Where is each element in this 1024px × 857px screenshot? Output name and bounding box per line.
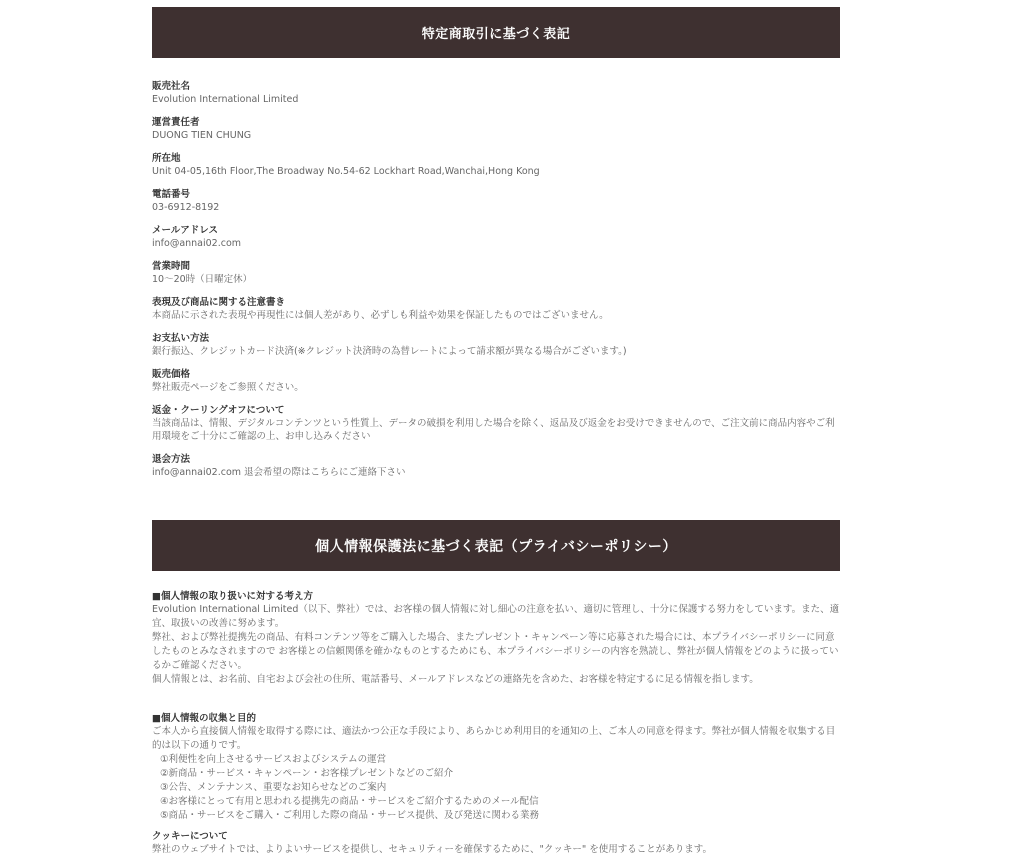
privacy-block-cookie	[152, 830, 840, 857]
info-item-seller	[152, 80, 840, 106]
item-label: 運営責任者	[152, 117, 200, 128]
item-value: 本商品に示された表現や再現性には個人差があり、必ずしも利益や効果を保証したものではございません。	[152, 310, 609, 321]
item-value: 弊社販売ページをご参照ください。	[152, 382, 304, 393]
item-value: DUONG TIEN CHUNG	[152, 130, 252, 141]
item-label: 表現及び商品に関する注意書き	[152, 297, 286, 308]
privacy-block-policy	[152, 590, 840, 687]
block-heading: ■個人情報の取り扱いに対する考え方	[152, 591, 313, 602]
item-value: info@annai02.com	[152, 238, 242, 249]
list-item: ⑤商品・サービスをご購入・ご利用した際の商品・サービス提供、及び発送に関わる業務	[160, 810, 540, 821]
item-label: 退会方法	[152, 454, 191, 465]
item-value: Evolution International Limited	[152, 94, 299, 105]
list-item: ②新商品・サービス・キャンペーン・お客様プレゼントなどのご紹介	[160, 768, 453, 779]
privacy-policy-content	[152, 590, 840, 857]
info-item-payment	[152, 332, 840, 358]
info-item-unsubscribe	[152, 453, 840, 479]
paragraph: ご本人から直接個人情報を取得する際には、適法かつ公正な手段により、あらかじめ利用目的を通知の上、ご本人の同意を得ます。弊社が個人情報を収集する目的は以下の通りです。	[152, 726, 836, 751]
info-item-phone	[152, 188, 840, 214]
item-value: Unit 04-05,16th Floor,The Broadway No.54-62 Lockhart Road,Wanchai,Hong Kong	[152, 166, 540, 177]
list-item: ③公告、メンテナンス、重要なお知らせなどのご案内	[160, 782, 387, 793]
info-item-email	[152, 224, 840, 250]
privacy-block-collection	[152, 712, 840, 823]
info-item-manager	[152, 116, 840, 142]
paragraph: 個人情報とは、お名前、自宅および会社の住所、電話番号、メールアドレスなどの連絡先を含めた、お客様を特定するに足る情報を指します。	[152, 674, 759, 685]
item-value: info@annai02.com 退会希望の際はこちらにご連絡下さい	[152, 467, 406, 478]
section-title-tokushoho: 特定商取引に基づく表記	[152, 7, 840, 58]
item-label: メールアドレス	[152, 225, 219, 236]
item-label: 返金・クーリングオフについて	[152, 405, 285, 416]
info-item-disclaimer	[152, 296, 840, 322]
tokushoho-info	[152, 80, 840, 489]
list-item: ①利便性を向上させるサービスおよびシステムの運営	[160, 754, 387, 765]
info-item-refund	[152, 404, 840, 443]
info-item-hours	[152, 260, 840, 286]
item-label: 販売社名	[152, 81, 191, 92]
item-label: 電話番号	[152, 189, 191, 200]
item-label: 所在地	[152, 153, 181, 164]
item-value: 当該商品は、情報、デジタルコンテンツという性質上、データの破損を利用した場合を除く、返品及び返金をお受けできませんので、ご注文前に商品内容やご利用環境をご十分にご確認の上、お申し込みください	[152, 418, 835, 442]
item-value: 10～20時（日曜定休）	[152, 274, 253, 285]
item-value: 03-6912-8192	[152, 202, 220, 213]
paragraph: 弊社、および弊社提携先の商品、有料コンテンツ等をご購入した場合、またプレゼント・キャンペーン等に応募された場合には、本プライバシーポリシーに同意したものとみなされますので お客様との信頼関係を確かなものとするためにも、本プライバシーポリシーの内容を熟読し、弊社が個人情報をどのように扱っているかご確認ください。	[152, 632, 839, 671]
paragraph: 弊社のウェブサイトでは、よりよいサービスを提供し、セキュリティーを確保するために、"クッキー" を使用することがあります。	[152, 844, 713, 855]
info-item-address	[152, 152, 840, 178]
item-label: 営業時間	[152, 261, 191, 272]
info-item-price	[152, 368, 840, 394]
item-label: 販売価格	[152, 369, 191, 380]
item-label: お支払い方法	[152, 333, 210, 344]
section-title-privacy-policy: 個人情報保護法に基づく表記（プライバシーポリシー）	[152, 520, 840, 571]
block-heading: ■個人情報の収集と目的	[152, 713, 256, 724]
list-item: ④お客様にとって有用と思われる提携先の商品・サービスをご紹介するためのメール配信	[160, 796, 539, 807]
paragraph: Evolution International Limited（以下、弊社）では、お客様の個人情報に対し細心の注意を払い、適切に管理し、十分に保護する努力をしています。また、適宜、取扱いの改善に努めます。	[152, 604, 840, 629]
block-heading: クッキーについて	[152, 831, 228, 842]
item-value: 銀行振込、クレジットカード決済(※クレジット決済時の為替レートによって請求額が異なる場合がございます。)	[152, 346, 627, 357]
